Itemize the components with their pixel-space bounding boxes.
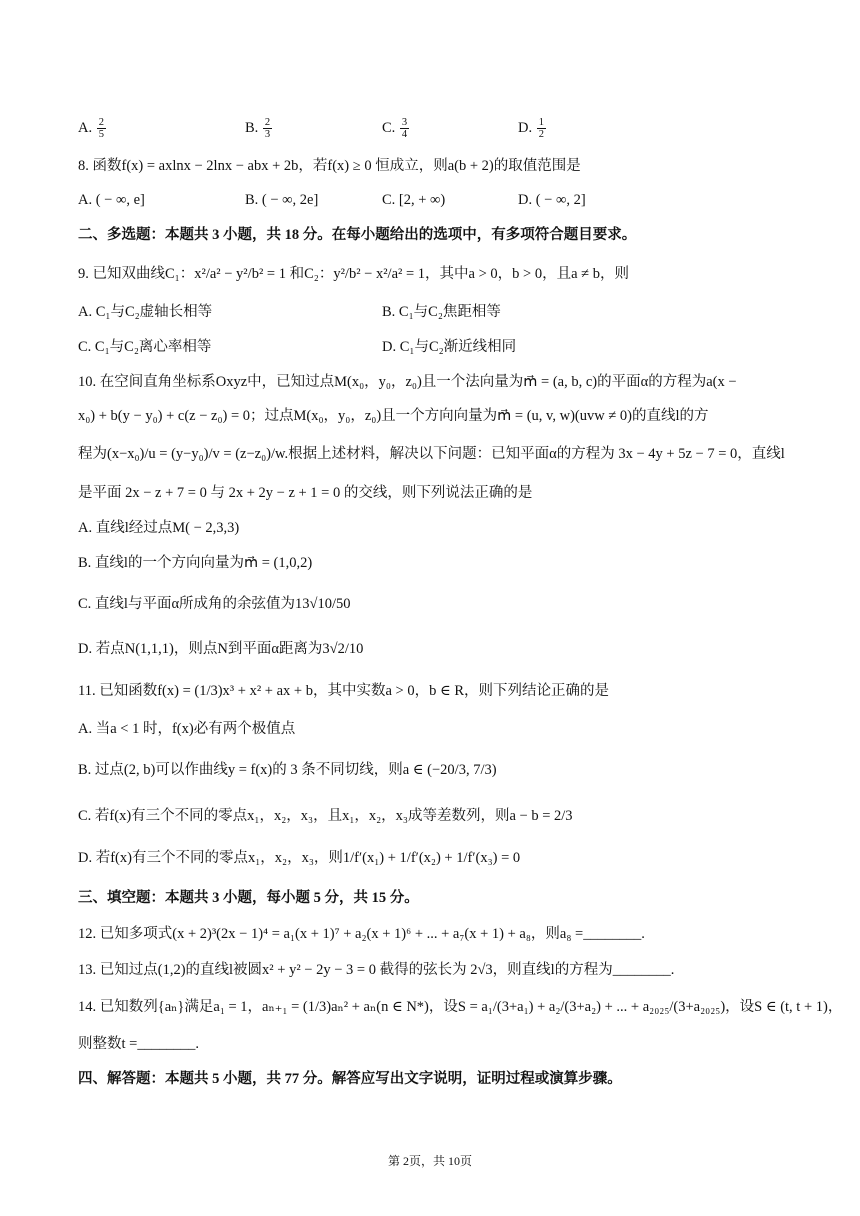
q14-line-2: 则整数t =________. — [78, 1036, 199, 1052]
q11-option-b: B. 过点(2, b)可以作曲线y = f(x)的 3 条不同切线，则a ∈ (−20/3, 7/3) — [78, 762, 497, 778]
q7-option-a: A. $\frac{2}{5}$ — [78, 117, 104, 140]
q12-text: 12. 已知多项式(x + 2)³(2x − 1)⁴ = a₁(x + 1)⁷ + a₂(x + 1)⁶ + ... + a₇(x + 1) + a₈，则a₈ =________. — [78, 926, 645, 942]
q11-option-c: C. 若f(x)有三个不同的零点x₁，x₂，x₃，且x₁，x₂，x₃成等差数列，则a − b = 2/3 — [78, 808, 573, 824]
q13-text: 13. 已知过点(1,2)的直线l被圆x² + y² − 2y − 3 = 0 截得的弦长为 2√3，则直线l的方程为________. — [78, 962, 675, 978]
q8-stem: 8. 函数f(x) = axlnx − 2lnx − abx + 2b，若f(x) ≥ 0 恒成立，则a(b + 2)的取值范围是 — [78, 158, 581, 174]
page-footer: 第 2页，共 10页 — [387, 1154, 472, 1168]
q10-line-1: 10. 在空间直角坐标系Oxyz中，已知过点M(x₀，y₀，z₀)且一个法向量为m⃗ = (a, b, c)的平面α的方程为a(x − — [78, 374, 737, 390]
q10-line-2: x₀) + b(y − y₀) + c(z − z₀) = 0；过点M(x₀，y₀，z₀)且一个方向向量为m⃗ = (u, v, w)(uvw ≠ 0)的直线l的方 — [78, 408, 709, 424]
q7-option-d: D. $\frac{1}{2}$ — [518, 117, 544, 140]
section-3-heading: 三、填空题：本题共 3 小题，每小题 5 分，共 15 分。 — [78, 890, 419, 906]
q10-option-d: D. 若点N(1,1,1)，则点N到平面α距离为3√2/10 — [78, 641, 364, 657]
q7-d-fraction: $\frac{1}{2}$ — [538, 117, 544, 140]
section-2-heading: 二、多选题：本题共 3 小题，共 18 分。在每小题给出的选项中，有多项符合题目要求。 — [78, 227, 637, 243]
q10-line-3: 程为(x−x₀)/u = (y−y₀)/v = (z−z₀)/w.根据上述材料，解决以下问题：已知平面α的方程为 3x − 4y + 5z − 7 = 0，直线l — [78, 446, 785, 462]
q10-line-4: 是平面 2x − z + 7 = 0 与 2x + 2y − z + 1 = 0 的交线，则下列说法正确的是 — [78, 485, 533, 501]
q9-stem: 9. 已知双曲线C₁：x²/a² − y²/b² = 1 和C₂：y²/b² − x²/a² = 1，其中a > 0，b > 0，且a ≠ b，则 — [78, 266, 629, 282]
q9-option-b: B. C₁与C₂焦距相等 — [382, 304, 501, 320]
q9-option-a: A. C₁与C₂虚轴长相等 — [78, 304, 213, 320]
q10-option-b: B. 直线l的一个方向向量为m⃗ = (1,0,2) — [78, 555, 313, 571]
q11-stem: 11. 已知函数f(x) = (1/3)x³ + x² + ax + b，其中实数a > 0，b ∈ R，则下列结论正确的是 — [78, 683, 609, 699]
q8-option-a: A. ( − ∞, e] — [78, 192, 145, 208]
q9-option-c: C. C₁与C₂离心率相等 — [78, 339, 212, 355]
q9-option-d: D. C₁与C₂渐近线相同 — [382, 339, 517, 355]
q8-option-d: D. ( − ∞, 2] — [518, 192, 586, 208]
q8-option-c: C. [2, + ∞) — [382, 192, 446, 208]
q10-option-c: C. 直线l与平面α所成角的余弦值为13√10/50 — [78, 596, 351, 612]
q7-option-b: B. $\frac{2}{3}$ — [245, 117, 271, 140]
q8-option-b: B. ( − ∞, 2e] — [245, 192, 319, 208]
q14-line-1: 14. 已知数列{aₙ}满足a₁ = 1，aₙ₊₁ = (1/3)aₙ² + aₙ(n ∈ N*)，设S = a₁/(3+a₁) + a₂/(3+a₂) + ... + a₂₀₂₅/(3+a₂₀₂₅)，设S ∈ (t, t + 1)， — [78, 999, 843, 1015]
q11-option-a: A. 当a < 1 时，f(x)必有两个极值点 — [78, 721, 296, 737]
q7-c-fraction: $\frac{3}{4}$ — [401, 117, 408, 140]
q10-option-a: A. 直线l经过点M( − 2,3,3) — [78, 520, 240, 536]
q11-option-d: D. 若f(x)有三个不同的零点x₁，x₂，x₃，则1/f′(x₁) + 1/f′(x₂) + 1/f′(x₃) = 0 — [78, 850, 521, 866]
q7-option-c: C. $\frac{3}{4}$ — [382, 117, 408, 140]
q7-a-fraction: $\frac{2}{5}$ — [98, 117, 104, 140]
q7-b-fraction: $\frac{2}{3}$ — [264, 117, 271, 140]
section-4-heading: 四、解答题：本题共 5 小题，共 77 分。解答应写出文字说明，证明过程或演算步骤。 — [78, 1071, 622, 1087]
